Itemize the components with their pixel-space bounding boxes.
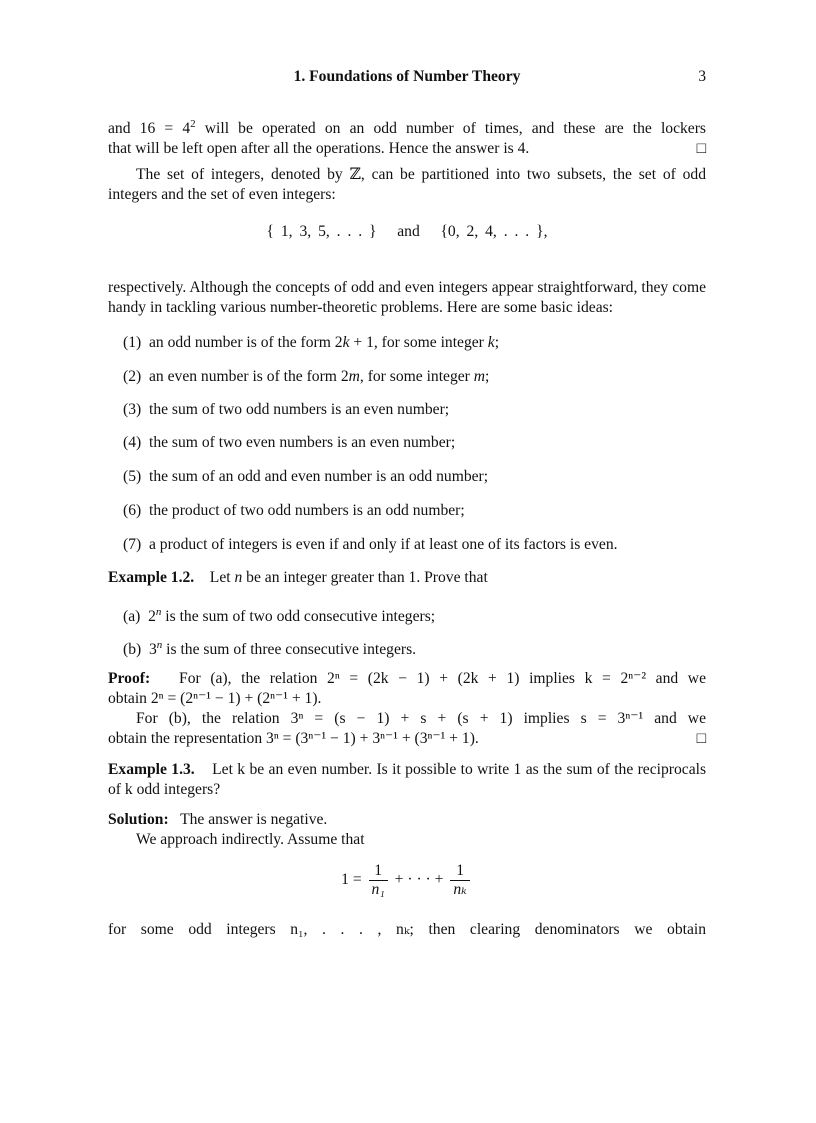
power-base: 3 [148, 641, 157, 659]
example-text: be an integer greater than 1. Prove that [242, 569, 488, 586]
list-item [123, 602, 706, 627]
item-number: (a) [123, 608, 141, 626]
item-number: (2) [123, 368, 142, 385]
proof-line: For (b), the relation 3ⁿ = (s − 1) + s + (s + 1) implies s = 3ⁿ⁻¹ and we [136, 710, 706, 727]
item-number: (6) [123, 502, 142, 519]
item-text: the product of two odd numbers is an odd number; [148, 502, 465, 519]
example-var: n [234, 569, 243, 586]
power-exponent: n [156, 639, 163, 651]
list-item [123, 467, 706, 487]
solution-block [108, 810, 706, 850]
item-text: an odd number is of the form 2 [148, 334, 343, 351]
equation [108, 862, 706, 899]
fraction-numerator: 1 [374, 862, 383, 879]
paragraph-lockers [108, 114, 706, 159]
qed-symbol: □ [696, 730, 706, 747]
fraction-numerator: 1 [456, 862, 464, 879]
fraction-denominator: nₖ [450, 880, 470, 899]
item-text: + 1, for some integer [349, 334, 488, 351]
list-item [123, 367, 706, 387]
page-number: 3 [698, 68, 706, 85]
item-number: (5) [123, 468, 142, 485]
item-var: k [342, 334, 350, 351]
item-text: is the sum of two odd consecutive integers; [161, 608, 436, 626]
list-item [123, 400, 706, 420]
item-number: (3) [123, 401, 142, 418]
para1-line1-post: will be operated on an odd number of times, and these are the lockers [195, 120, 706, 138]
list-item [123, 535, 706, 555]
item-var: m [473, 368, 486, 385]
item-number: (7) [123, 536, 142, 553]
example-text: Let k be an even number. Is it possible to write 1 as the sum of the reciprocals of k odd integers? [108, 761, 707, 798]
last-line-text: for some odd integers n₁, . . . , nₖ; then clearing denominators we obtain [108, 921, 706, 938]
equation-lhs: 1 = [341, 871, 362, 889]
example-1-3 [108, 760, 706, 800]
item-number: (4) [123, 434, 142, 451]
item-var: m [348, 368, 360, 385]
proof-line: obtain 2ⁿ = (2ⁿ⁻¹ − 1) + (2ⁿ⁻¹ + 1). [108, 690, 322, 707]
proof-block [108, 669, 706, 749]
list-item [123, 433, 706, 453]
running-header [108, 67, 706, 87]
item-text: , for some integer [359, 368, 474, 385]
fraction [450, 862, 470, 899]
sets-text: { 1, 3, 5, . . . } and {0, 2, 4, . . . }, [266, 223, 548, 240]
fraction [369, 862, 388, 899]
list-item [123, 333, 706, 353]
last-line [108, 920, 706, 940]
para1-line2: that will be left open after all the operations. Hence the answer is 4. [108, 140, 530, 158]
paragraph-respectively [108, 278, 706, 318]
list-item [123, 501, 706, 521]
power-base: 2 [148, 608, 156, 626]
sets-display [108, 222, 706, 242]
proof-line: For (a), the relation 2ⁿ = (2k − 1) + (2k + 1) implies k = 2ⁿ⁻² and we [179, 670, 706, 687]
item-number: (b) [123, 641, 142, 659]
para2-text: The set of integers, denoted by ℤ, can be partitioned into two subsets, the set of odd integers and the set of even integers: [108, 166, 706, 203]
para1-superscript: 2 [190, 118, 196, 130]
proof-line: obtain the representation 3ⁿ = (3ⁿ⁻¹ − 1) + 3ⁿ⁻¹ + (3ⁿ⁻¹ + 1). [108, 730, 479, 747]
paragraph-integers [108, 165, 706, 205]
chapter-title: 1. Foundations of Number Theory [293, 68, 521, 85]
item-text: is the sum of three consecutive integers. [162, 641, 417, 659]
item-text: the sum of an odd and even number is an odd number; [148, 468, 489, 485]
equation-middle: + · · · + [394, 871, 444, 889]
power-exponent: n [155, 606, 162, 618]
solution-line: The answer is negative. [180, 811, 328, 828]
fraction-denominator: n₁ [369, 880, 388, 899]
item-text: the sum of two even numbers is an even number; [148, 434, 456, 451]
item-text: a product of integers is even if and only if at least one of its factors is even. [148, 536, 618, 553]
example-label: Example 1.3. [108, 761, 195, 778]
item-text: ; [494, 334, 500, 351]
example-label: Example 1.2. [108, 569, 195, 586]
solution-line: We approach indirectly. Assume that [136, 831, 365, 848]
item-text: the sum of two odd numbers is an even number; [148, 401, 450, 418]
qed-symbol: □ [696, 140, 706, 158]
example-1-2 [108, 568, 706, 588]
item-text: ; [485, 368, 490, 385]
example-text: Let [209, 569, 235, 586]
proof-label: Proof: [108, 670, 151, 687]
para3-text: respectively. Although the concepts of odd and even integers appear straightforward, they come handy in tackling various number-theoretic problems. Here are some basic ideas: [108, 279, 706, 316]
item-number: (1) [123, 334, 142, 351]
para1-line1-pre: and 16 = 4 [108, 120, 191, 138]
item-var: k [487, 334, 495, 351]
list-item [123, 635, 706, 660]
item-text: an even number is of the form 2 [148, 368, 349, 385]
solution-label: Solution: [108, 811, 169, 828]
